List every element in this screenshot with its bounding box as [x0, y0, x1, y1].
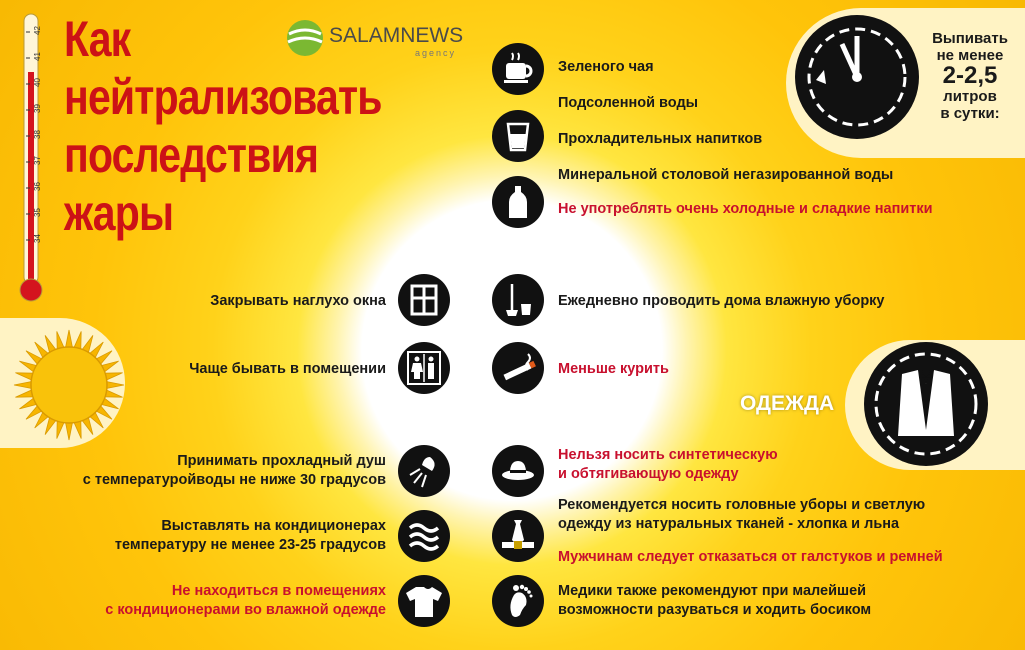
sun-ray: [14, 382, 31, 389]
tip-wet-clothes-line1: Не находиться в помещениях: [171, 583, 386, 599]
tick-39: 39: [32, 104, 42, 113]
sun-ray: [66, 330, 73, 347]
sun-icon: [12, 328, 127, 443]
tick-42: 42: [32, 26, 42, 35]
drink-warning: Не употреблять очень холодные и сладкие напитки: [558, 201, 933, 217]
water-amount: 2-2,5: [942, 62, 998, 89]
title-line: последствия: [64, 127, 319, 183]
water-text: [918, 30, 1022, 122]
tick-34: 34: [32, 234, 42, 243]
shower-icon: [398, 445, 450, 497]
tip-shower-line1: Принимать прохладный душ: [177, 453, 386, 469]
tick-41: 41: [32, 52, 42, 61]
tip-close-windows: Закрывать наглухо окна: [210, 293, 386, 309]
tip-ac-line2: температуру не менее 23-25 градусов: [114, 537, 386, 553]
tip-ac-line1: Выставлять на кондиционерах: [161, 518, 386, 534]
drink-green-tea: Зеленого чая: [558, 59, 654, 75]
hat-icon: [492, 445, 544, 497]
tick-36: 36: [32, 182, 42, 191]
water-line4: литров: [943, 88, 997, 105]
tie-belt-icon: [492, 510, 544, 562]
sun-ray: [57, 421, 64, 439]
clothing-heading: ОДЕЖДА: [740, 392, 835, 415]
logo-name: SALAMNEWS: [329, 24, 464, 47]
water-line2: не менее: [936, 47, 1004, 64]
water-line1: Выпивать: [932, 30, 1008, 47]
tick-40: 40: [32, 78, 42, 87]
jacket-icon: [862, 340, 990, 468]
sun-ray: [74, 331, 81, 349]
drink-salted-water: Подсоленной воды: [558, 95, 699, 111]
waves-icon: [398, 510, 450, 562]
tip-barefoot-line1: Медики также рекомендуют при малейшей: [558, 583, 867, 599]
tick-37: 37: [32, 156, 42, 165]
tip-no-synthetic-line1: Нельзя носить синтетическую: [558, 447, 778, 463]
sun-ray: [105, 390, 123, 397]
tip-barefoot-line2: возможности разуваться и ходить босиком: [558, 602, 872, 618]
sun-ray: [57, 331, 64, 349]
title-line: жары: [64, 185, 174, 241]
logo: [285, 18, 464, 62]
tip-smoke-less: Меньше курить: [558, 361, 669, 377]
tip-hats-line2: одежду из натуральных тканей - хлопка и льна: [558, 516, 900, 532]
tshirt-icon: [398, 575, 450, 627]
sun-ray: [15, 390, 33, 397]
tip-shower-line2: с температуройводы не ниже 30 градусов: [82, 472, 386, 488]
tick-35: 35: [32, 208, 42, 217]
tip-hats-line1: Рекомендуется носить головные уборы и светлую: [558, 497, 926, 513]
drink-cool-drinks: Прохладительных напитков: [558, 131, 763, 147]
water-line5: в сутки:: [940, 105, 1000, 122]
tip-wet-clothes-line2: с кондиционерами во влажной одежде: [105, 602, 386, 618]
drink-mineral-water: Минеральной столовой негазированной воды: [558, 167, 894, 183]
sun-ray: [66, 423, 73, 440]
bottle-icon: [492, 176, 544, 228]
tea-cup-icon: [492, 43, 544, 95]
title-line: Как: [64, 11, 131, 67]
tip-no-synthetic-line2: и обтягивающую одежду: [558, 466, 739, 482]
sun-ray: [74, 421, 81, 439]
sun-ray: [15, 373, 33, 380]
logo-globe-icon: [285, 18, 325, 58]
sun-ray: [107, 382, 124, 389]
sun-disc: [31, 347, 107, 423]
glass-icon: [492, 110, 544, 162]
footprint-icon: [492, 575, 544, 627]
sun-ray: [105, 373, 123, 380]
tip-stay-indoors: Чаще бывать в помещении: [189, 361, 386, 377]
restroom-icon: [398, 342, 450, 394]
tip-wet-cleaning: Ежедневно проводить дома влажную уборку: [558, 293, 885, 309]
logo-sub: agency: [415, 48, 457, 58]
tick-38: 38: [32, 130, 42, 139]
cigarette-icon: [492, 342, 544, 394]
window-icon: [398, 274, 450, 326]
mop-icon: [492, 274, 544, 326]
thermometer: [14, 12, 48, 304]
title-line: нейтрализовать: [64, 69, 382, 125]
tip-no-ties: Мужчинам следует отказаться от галстуков и ремней: [558, 549, 943, 565]
clock-icon: [792, 12, 922, 142]
